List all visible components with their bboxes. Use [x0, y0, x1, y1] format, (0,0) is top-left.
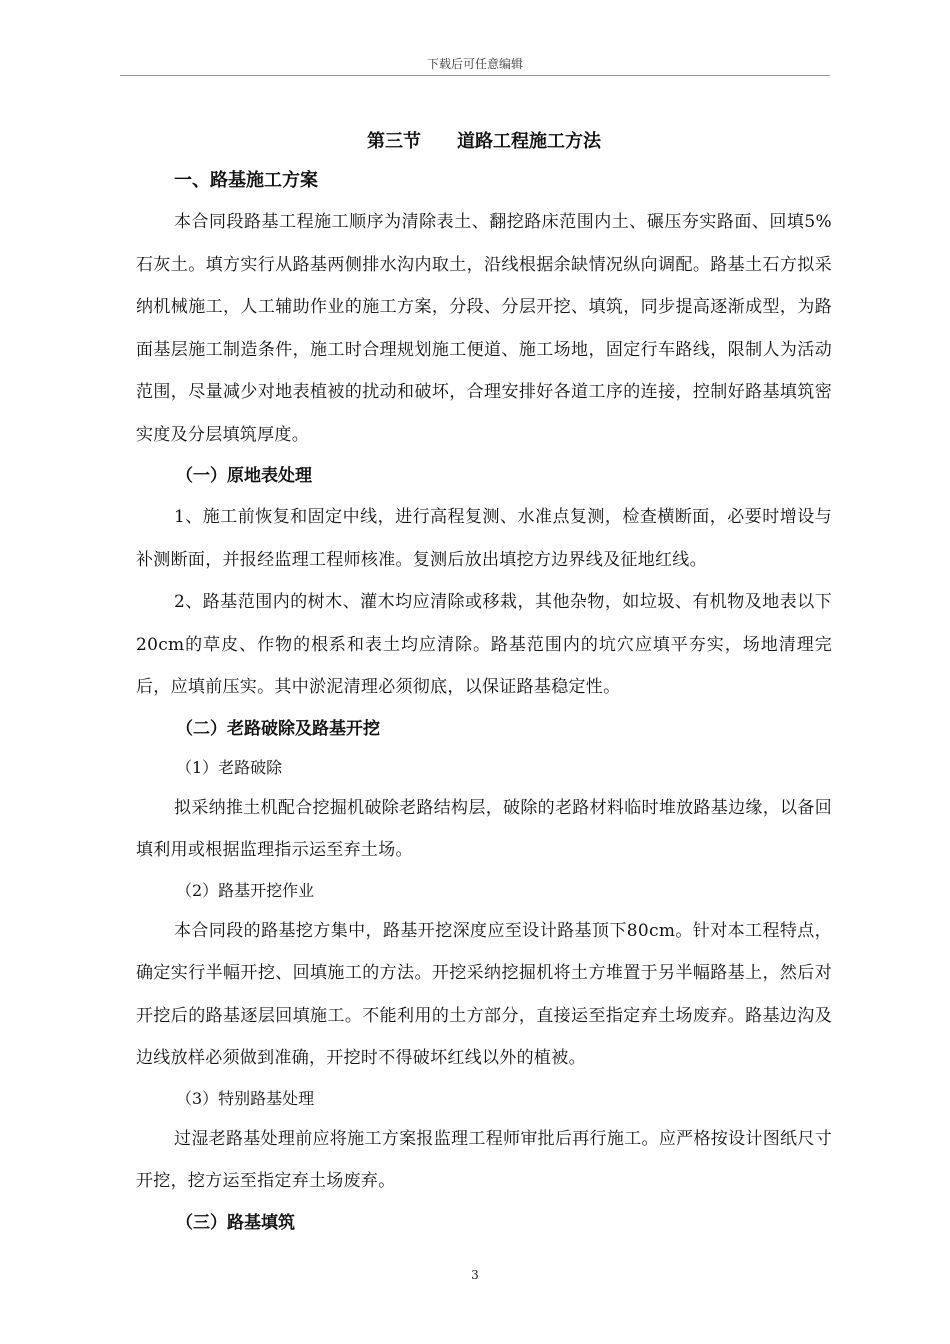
header-rule: [120, 75, 830, 76]
item-title-special-roadbed: （3）特别路基处理: [176, 1088, 315, 1108]
paragraph-intro: 本合同段路基工程施工顺序为清除表土、翻挖路床范围内土、碾压夯实路面、回填5%石灰土。填方实行从路基两侧排水沟内取土，沿线根据余缺情况纵向调配。路基土石方拟采纳机械施工，人工辅助作业的施工方案，分段、分层开挖、填筑，同步提高逐渐成型，为路面基层施工制造条件，施工时合理规划施工便道、施工场地，固定行车路线，限制人为活动范围，尽量减少对地表植被的扰动和破坏，合理安排好各道工序的连接，控制好路基填筑密实度及分层填筑厚度。: [136, 212, 832, 445]
paragraph-surface-1: 1、施工前恢复和固定中线，进行高程复测、水准点复测，检查横断面，必要时增设与补测断面，并报经监理工程师核准。复测后放出填挖方边界线及征地红线。: [136, 507, 832, 570]
paragraph-special-roadbed: 过湿老路基处理前应将施工方案报监理工程师审批后再行施工。应严格按设计图纸尺寸开挖，挖方运至指定弃土场废弃。: [136, 1128, 832, 1191]
paragraph-old-road-demolition: 拟采纳推土机配合挖掘机破除老路结构层，破除的老路材料临时堆放路基边缘，以备回填利用或根据监理指示运至弃土场。: [136, 797, 832, 860]
subheading-demolition-excavation: （二）老路破除及路基开挖: [176, 718, 380, 739]
subheading-surface-treatment: （一）原地表处理: [176, 466, 312, 486]
subheading-roadbed-filling: （三）路基填筑: [176, 1212, 295, 1233]
paragraph-excavation: 本合同段的路基挖方集中，路基开挖深度应至设计路基顶下80cm。针对本工程特点，确定实行半幅开挖、回填施工的方法。开挖采纳挖掘机将土方堆置于另半幅路基上，然后对开挖后的路基逐层回填施工。不能利用的土方部分，直接运至指定弃土场废弃。路基边沟及边线放样必须做到准确，开挖时不得破坏红线以外的植被。: [136, 920, 832, 1068]
heading-roadbed-plan: 一、路基施工方案: [174, 170, 318, 191]
item-title-excavation: （2）路基开挖作业: [176, 880, 315, 900]
page-header: 下载后可任意编辑: [426, 57, 523, 71]
item-title-old-road-demolition: （1）老路破除: [176, 757, 283, 777]
page-content: [136, 123, 832, 1243]
paragraph-surface-2: 2、路基范围内的树木、灌木均应清除或移栽，其他杂物，如垃圾、有机物及地表以下20cm的草皮、作物的根系和表土均应清除。路基范围内的坑穴应填平夯实，场地清理完后，应填前压实。其中淤泥清理必须彻底，以保证路基稳定性。: [136, 592, 832, 697]
section-title: 第三节 道路工程施工方法: [367, 131, 601, 152]
page-number: 3: [471, 1268, 479, 1282]
